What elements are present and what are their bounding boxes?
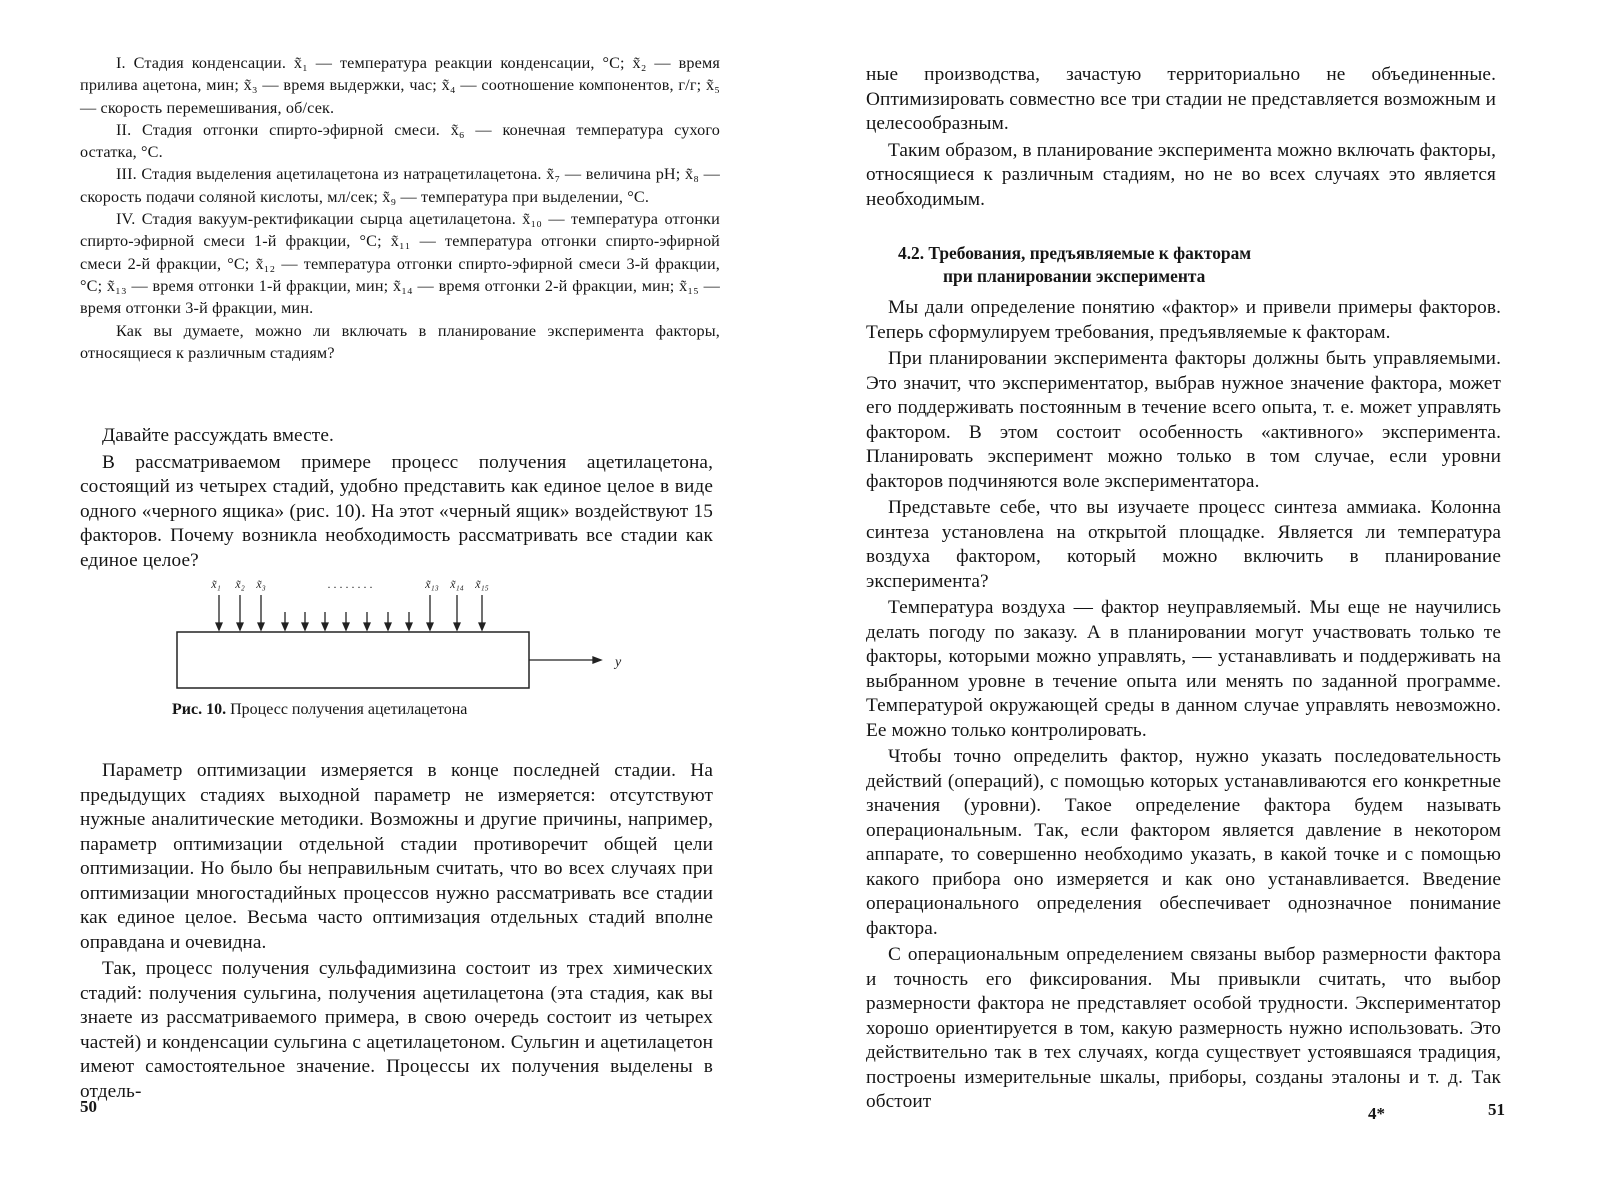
stage-1-text: I. Стадия конденсации. x̃₁ — температура реакции конденсации, °С; x̃₂ — время прилива ацетона, мин; x̃₃ — время выдержки, час; x̃₄ — соотношение компонентов, г/г; x̃₅ — скорость перемешивания, об/сек.: [80, 54, 720, 117]
controllable-paragraph: При планировании эксперимента факторы должны быть управляемыми. Это значит, что экспериментатор, выбрав нужное значение фактора, может его поддерживать постоянным в течение всего опыта, т. е. может управлять фактором. В этом состоит особенность «активного» эксперимента. Планировать эксперимент можно только в том случае, если уровни факторов подчиняются воле экспериментатора.: [866, 348, 1501, 492]
stage-3-text: III. Стадия выделения ацетилацетона из натрацетилацетона. x̃₇ — величина pH; x̃₈ — скорость подачи соляной кислоты, мл/сек; x̃₉ — температура при выделении, °С.: [80, 165, 720, 206]
stages-list: [80, 52, 720, 364]
black-box-diagram: [160, 570, 640, 700]
air-temperature-paragraph: Температура воздуха — фактор неуправляемый. Мы еще не научились делать погоду по заказу. А в планировании могут участвовать только те факторы, которыми можно управлять, — устанавливать и поддерживать на выбранном уровне в течение опыта или менять по заданной программе. Температурой окружающей среды в данном случае управлять невозможно. Ее можно только контролировать.: [866, 597, 1501, 741]
section-heading-line-2: при планировании эксперимента: [943, 266, 1206, 286]
output-label-y: y: [615, 655, 622, 670]
factor-label-ellipsis: . . . . . . . .: [327, 577, 373, 591]
optimization-paragraph: Параметр оптимизации измеряется в конце последней стадии. На предыдущих стадиях выходной параметр не измеряется: отсутствуют нужные аналитические методики. Возможны и другие причины, например, параметр оптимизации отдельной стадии противоречит общей цели оптимизации. Но было бы неправильным считать, что во всех случаях при оптимизации многостадийных процессов нужно рассматривать все стадии как единое целое. Весьма часто оптимизация отдельных стадий вполне оправдана и очевидна.: [80, 760, 713, 953]
factor-label-x2: x̃₂: [235, 577, 245, 591]
discussion-block: [80, 424, 713, 573]
factor-arrows: [216, 595, 485, 630]
stage-4-text: IV. Стадия вакуум-ректификации сырца ацетилацетона. x̃₁₀ — температура отгонки спирто-эфирной смеси 1-й фракции, °С; x̃₁₁ — температура отгонки спирто-эфирной смеси 2-й фракции, °С; x̃₁₂ — температура отгонки спирто-эфирной смеси 3-й фракции, °С; x̃₁₃ — время отгонки 1-й фракции, мин; x̃₁₄ — время отгонки 2-й фракции, мин; x̃₁₅ — время отгонки 3-й фракции, мин.: [80, 210, 720, 318]
page-number-left: 50: [80, 1097, 97, 1116]
factor-label-x1: x̃₁: [211, 577, 221, 591]
operational-paragraph: Чтобы точно определить фактор, нужно указать последовательность действий (операций), с помощью которых устанавливаются его конкретные значения (уровни). Такое определение фактора будем называть операциональным. Так, если фактором является давление в некотором аппарате, то совершенно необходимо указать, в какой точке и с помощью какого прибора оно измеряется и как оно устанавливается. Введение операционального определения обеспечивает однозначное понимание фактора.: [866, 746, 1501, 939]
factor-label-x15: x̃₁₅: [475, 577, 489, 591]
signature-mark: 4*: [1368, 1104, 1385, 1123]
output-arrow: [529, 657, 601, 663]
right-body-text: [866, 296, 1501, 1115]
ammonia-paragraph: Представьте себе, что вы изучаете процесс синтеза аммиака. Колонна синтеза установлена на открытой площадке. Является ли температура воздуха фактором, который можно включить в планирование эксперимента?: [866, 497, 1501, 592]
figure-caption-text: Процесс получения ацетилацетона: [230, 701, 468, 718]
continuation-paragraph: ные производства, зачастую территориально не объединенные. Оптимизировать совместно все три стадии не представляется возможным и целесообразным.: [866, 64, 1496, 134]
stage-2-text: II. Стадия отгонки спирто-эфирной смеси. x̃₆ — конечная температура сухого остатка, °С.: [80, 120, 720, 162]
factor-label-x13: x̃₁₃: [425, 577, 439, 591]
factor-label-x3: x̃₃: [256, 577, 266, 591]
page-number-right: 51: [1488, 1100, 1505, 1119]
question-text: Как вы думаете, можно ли включать в планирование эксперимента факторы, относящиеся к различным стадиям?: [80, 321, 720, 362]
left-bottom-text: [80, 759, 713, 1104]
figure-caption-number: Рис. 10.: [172, 701, 227, 718]
discussion-intro: Давайте рассуждать вместе.: [102, 425, 334, 446]
black-box: [177, 632, 529, 688]
dimension-paragraph: С операциональным определением связаны выбор размерности фактора и точность его фиксирования. Мы привыкли считать, что выбор размерности фактора не представляет особой трудности. Экспериментатор хорошо ориентируется в том, какую размерность нужно использовать. Это действительно так в тех случаях, когда существует устоявшаяся традиция, построены измерительные шкалы, приборы, созданы эталоны и т. д. Так обстоит: [866, 944, 1501, 1112]
right-top-text: [866, 63, 1496, 212]
factor-label-x14: x̃₁₄: [450, 577, 464, 591]
section-heading-line-1: 4.2. Требования, предъявляемые к факторам: [898, 243, 1252, 263]
right-page: [800, 0, 1600, 1192]
conclusion-paragraph: Таким образом, в планирование эксперимента можно включать факторы, относящиеся к различным стадиям, но не во всех случаях это является необходимым.: [866, 139, 1496, 210]
figure-10: [160, 570, 640, 700]
sulfadimizine-paragraph: Так, процесс получения сульфадимизина состоит из трех химических стадий: получения сульгина, получения ацетилацетона (эта стадия, как вы знаете из рассматриваемого примера, в свою очередь состоит из четырех частей) и конденсации сульгина с ацетилацетоном. Сульгин и ацетилацетон имеют самостоятельное значение. Процессы их получения выделены в отдель-: [80, 958, 713, 1102]
definition-paragraph: Мы дали определение понятию «фактор» и привели примеры факторов. Теперь сформулируем требования, предъявляемые к факторам.: [866, 297, 1501, 343]
figure-caption: [172, 701, 467, 719]
discussion-paragraph: В рассматриваемом примере процесс получения ацетилацетона, состоящий из четырех стадий, удобно представить как единое целое в виде одного «черного ящика» (рис. 10). На этот «черный ящик» воздействуют 15 факторов. Почему возникла необходимость рассматривать все стадии как единое целое?: [80, 451, 713, 571]
section-heading: [898, 242, 1498, 288]
